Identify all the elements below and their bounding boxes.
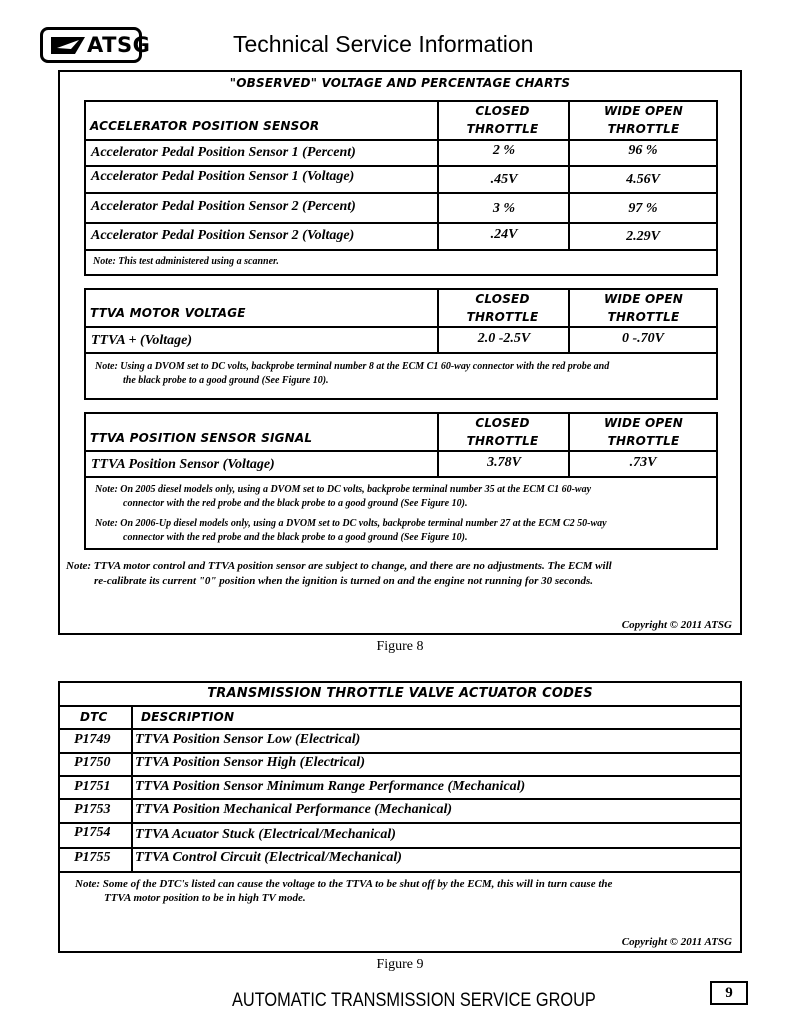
dtc-description: TTVA Position Sensor Minimum Range Performance (Mechanical) bbox=[135, 779, 526, 794]
apps-row-closed: .24V bbox=[490, 227, 518, 242]
logo-emblem-icon bbox=[49, 33, 87, 57]
figure-9-title: TRANSMISSION THROTTLE VALVE ACTUATOR CODES bbox=[207, 686, 593, 701]
page-number: 9 bbox=[725, 985, 733, 1001]
apps-row-closed: 3 % bbox=[492, 201, 516, 216]
logo-text: ATSG bbox=[87, 33, 151, 57]
footer-organization: AUTOMATIC TRANSMISSION SERVICE GROUP bbox=[232, 990, 596, 1011]
dtc-note-line2: TTVA motor position to be in high TV mode. bbox=[104, 892, 306, 904]
page-number-box bbox=[710, 981, 748, 1005]
apps-row-label: Accelerator Pedal Position Sensor 2 (Percent) bbox=[91, 199, 356, 214]
ttva-position-row-open: .73V bbox=[629, 455, 657, 470]
ttva-motor-col-closed: CLOSED THROTTLE bbox=[466, 292, 539, 324]
dtc-description: TTVA Control Circuit (Electrical/Mechanical) bbox=[135, 850, 402, 865]
ttva-position-note1-line2: connector with the red probe and the black probe to a good ground (See Figure 10). bbox=[123, 498, 468, 509]
apps-col-open: WIDE OPEN THROTTLE bbox=[603, 104, 684, 136]
ttva-motor-row-closed: 2.0 -2.5V bbox=[477, 331, 531, 346]
description-column-header: DESCRIPTION bbox=[141, 710, 235, 724]
dtc-code: P1755 bbox=[74, 850, 111, 865]
apps-row-open: 97 % bbox=[628, 201, 658, 216]
dtc-description: TTVA Position Sensor High (Electrical) bbox=[135, 755, 365, 770]
figure-8-copyright: Copyright © 2011 ATSG bbox=[621, 619, 732, 631]
atsg-logo bbox=[40, 27, 151, 63]
ttva-adjustment-note-line1: Note: TTVA motor control and TTVA position sensor are subject to change, and there are no adjustments. The ECM will bbox=[66, 560, 612, 572]
apps-row-open: 96 % bbox=[628, 143, 658, 158]
dtc-code: P1749 bbox=[74, 732, 111, 747]
page-title: Technical Service Information bbox=[233, 31, 534, 57]
apps-row-closed: 2 % bbox=[492, 143, 516, 158]
ttva-motor-col-open: WIDE OPEN THROTTLE bbox=[603, 292, 684, 324]
apps-row-open: 2.29V bbox=[626, 229, 660, 244]
ttva-position-note2-line2: connector with the red probe and the black probe to a good ground (See Figure 10). bbox=[123, 532, 468, 543]
ttva-motor-note-line1: Note: Using a DVOM set to DC volts, backprobe terminal number 8 at the ECM C1 60-way connector with the red probe and bbox=[95, 361, 610, 372]
ttva-adjustment-note-line2: re-calibrate its current "0" position when the ignition is turned on and the engine not running for 30 seconds. bbox=[94, 575, 594, 587]
dtc-note-line1: Note: Some of the DTC's listed can cause the voltage to the TTVA to be shut off by the ECM, this will in turn cause the bbox=[75, 878, 613, 890]
apps-section-title: ACCELERATOR POSITION SENSOR bbox=[90, 119, 320, 133]
apps-row-closed: .45V bbox=[490, 172, 518, 187]
dtc-code: P1751 bbox=[74, 779, 111, 794]
figure-9-caption: Figure 9 bbox=[376, 957, 424, 972]
ttva-motor-row-open: 0 -.70V bbox=[622, 331, 664, 346]
dtc-description: TTVA Position Sensor Low (Electrical) bbox=[135, 732, 361, 747]
dtc-column-header: DTC bbox=[80, 710, 108, 724]
figure-8-caption: Figure 8 bbox=[376, 639, 424, 654]
figure-9-copyright: Copyright © 2011 ATSG bbox=[621, 936, 732, 948]
ttva-position-row-label: TTVA Position Sensor (Voltage) bbox=[91, 457, 275, 472]
ttva-motor-row-label: TTVA + (Voltage) bbox=[91, 333, 193, 348]
dtc-code: P1754 bbox=[74, 825, 111, 840]
apps-note: Note: This test administered using a scanner. bbox=[93, 256, 279, 267]
ttva-motor-section-title: TTVA MOTOR VOLTAGE bbox=[90, 306, 246, 320]
apps-col-closed: CLOSED THROTTLE bbox=[466, 104, 539, 136]
apps-row-label: Accelerator Pedal Position Sensor 1 (Voltage) bbox=[91, 169, 355, 184]
ttva-position-col-closed: CLOSED THROTTLE bbox=[466, 416, 539, 448]
ttva-motor-note-line2: the black probe to a good ground (See Figure 10). bbox=[123, 375, 329, 386]
ttva-position-row-closed: 3.78V bbox=[487, 455, 521, 470]
apps-row-open: 4.56V bbox=[626, 172, 660, 187]
dtc-description: TTVA Position Mechanical Performance (Mechanical) bbox=[135, 802, 453, 817]
ttva-position-section-title: TTVA POSITION SENSOR SIGNAL bbox=[90, 431, 313, 445]
ttva-position-note2-line1: Note: On 2006-Up diesel models only, using a DVOM set to DC volts, backprobe terminal number 27 at the ECM C2 50-way bbox=[95, 518, 607, 529]
apps-row-label: Accelerator Pedal Position Sensor 1 (Percent) bbox=[91, 145, 356, 160]
apps-row-label: Accelerator Pedal Position Sensor 2 (Voltage) bbox=[91, 228, 355, 243]
dtc-code: P1750 bbox=[74, 755, 111, 770]
figure-8-title: "OBSERVED" VOLTAGE AND PERCENTAGE CHARTS bbox=[229, 76, 571, 90]
dtc-description: TTVA Acuator Stuck (Electrical/Mechanical) bbox=[135, 827, 396, 842]
dtc-code: P1753 bbox=[74, 802, 111, 817]
ttva-position-note1-line1: Note: On 2005 diesel models only, using a DVOM set to DC volts, backprobe terminal number 35 at the ECM C1 60-way bbox=[95, 484, 592, 495]
ttva-position-col-open: WIDE OPEN THROTTLE bbox=[603, 416, 684, 448]
